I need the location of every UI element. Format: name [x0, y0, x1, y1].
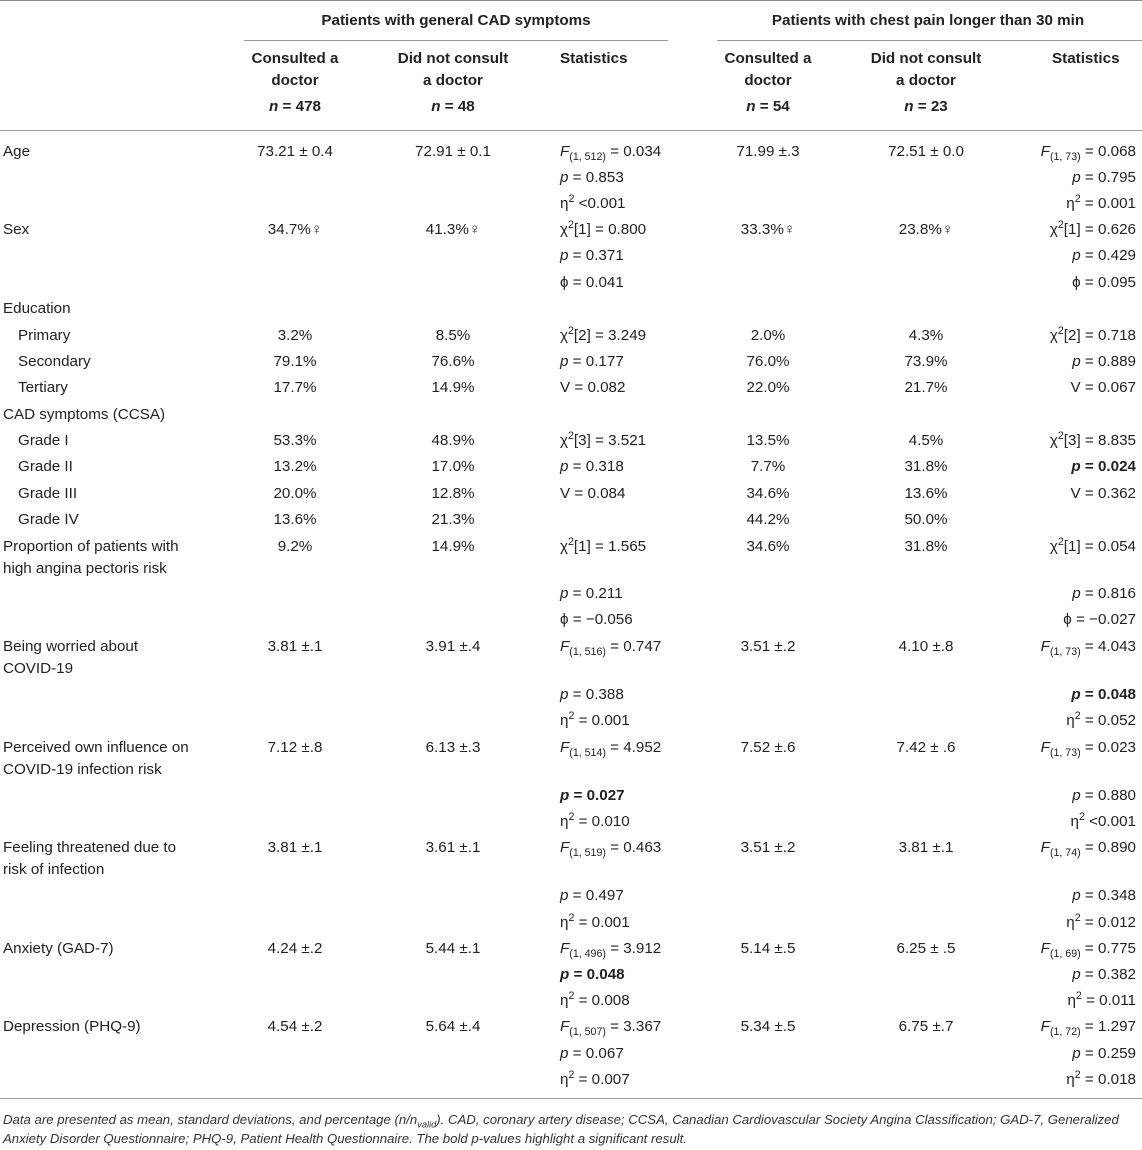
- stat-ccsa-c-p: p = 0.024: [1071, 458, 1136, 475]
- stat-anx-c-f: $F_{(1, 69)} = 0.775$: [1040, 940, 1136, 961]
- cell-influence-g-not: 6.13 ±.3: [425, 739, 481, 756]
- cell-age-g-cons: 73.21 ± 0.4: [257, 143, 333, 160]
- cell-threat-g-not: 3.61 ±.1: [425, 839, 481, 856]
- cell-threat-c-not: 3.81 ±.1: [898, 839, 954, 856]
- cell-influence-g-cons: 7.12 ±.8: [267, 739, 323, 756]
- cell-age-g-not: 72.91 ± 0.1: [415, 143, 491, 160]
- stat-age-g-eta: $\eta^2 <0.001$: [560, 192, 626, 212]
- cell-tertiary-c-not: 21.7%: [904, 379, 948, 396]
- stat-sex-c-phi: ϕ = 0.095: [1072, 274, 1136, 291]
- cell-worried-g-not: 3.91 ±.4: [425, 638, 481, 655]
- stat-ang-g-chi: $\chi^2[1] = 1.565$: [560, 535, 647, 555]
- cell-grade1-g-cons: 53.3%: [273, 432, 317, 449]
- stat-age-g-p: p = 0.853: [560, 169, 624, 186]
- cell-sex-c-cons: 33.3%♀: [740, 221, 796, 238]
- stat-sex-c-p: p = 0.429: [1072, 247, 1136, 264]
- cell-angina-g-not: 14.9%: [431, 538, 475, 555]
- stat-ang-c-chi: $\chi^2[1] = 0.054$: [1049, 535, 1136, 555]
- table-footnote: Data are presented as mean, standard deviations, and percentage $(n/n_{valid})$. CAD, coronary artery disease; CCSA, Canadian Cardiovascular Society Angina Classification; GAD-7, Generalized Anxiety Disorder Questionnaire; PHQ-9, Patient Health Questionnaire. The bold p-values highlight a significant result.: [3, 1112, 1119, 1146]
- cell-grade4-c-not: 50.0%: [904, 511, 948, 528]
- stat-sex-g-chi: $\chi^2[1] = 0.800$: [560, 218, 647, 238]
- cell-grade3-g-cons: 20.0%: [273, 485, 317, 502]
- top-rule: [0, 0, 1142, 1]
- group-rule-chest: [717, 40, 1142, 41]
- stat-anx-g-f: $F_{(1, 496)} = 3.912$: [560, 940, 662, 961]
- stat-ang-g-p: p = 0.211: [560, 585, 623, 602]
- cell-worried-c-cons: 3.51 ±.2: [740, 638, 796, 655]
- cell-secondary-c-cons: 76.0%: [746, 353, 790, 370]
- cell-tertiary-g-cons: 17.7%: [273, 379, 317, 396]
- col-header-g-stats: Statistics: [560, 50, 628, 67]
- row-label-secondary: Secondary: [18, 353, 91, 370]
- header-rule: [0, 130, 1142, 131]
- row-label-grade3: Grade III: [18, 485, 78, 502]
- stat-ccsa-g-v: V = 0.084: [560, 485, 626, 502]
- cell-secondary-g-not: 76.6%: [431, 353, 475, 370]
- stat-wor-g-f: $F_{(1, 516)} = 0.747$: [560, 638, 662, 659]
- row-label-grade1: Grade I: [18, 432, 69, 449]
- stat-edu-c-p: p = 0.889: [1072, 353, 1136, 370]
- row-label-primary: Primary: [18, 327, 71, 344]
- row-label-angina: Proportion of patients with high angina pectoris risk: [3, 538, 179, 577]
- cell-influence-c-not: 7.42 ± .6: [896, 739, 956, 756]
- stat-wor-c-f: $F_{(1, 73)} = 4.043$: [1040, 638, 1136, 659]
- cell-grade4-g-not: 21.3%: [431, 511, 475, 528]
- stat-wor-g-eta: $\eta^2 = 0.001$: [560, 709, 630, 729]
- stat-age-c-f: $F_{(1, 73)} = 0.068$: [1040, 143, 1136, 164]
- stat-thr-g-f: $F_{(1, 519)} = 0.463$: [560, 839, 662, 860]
- stat-anx-g-eta: $\eta^2 = 0.008$: [560, 989, 630, 1009]
- cell-sex-g-not: 41.3%♀: [425, 221, 481, 238]
- row-label-ccsa: CAD symptoms (CCSA): [3, 406, 166, 423]
- stat-edu-c-v: V = 0.067: [1070, 379, 1136, 396]
- stat-sex-g-p: p = 0.371: [560, 247, 624, 264]
- stat-wor-g-p: p = 0.388: [560, 686, 624, 703]
- group-header-chest: Patients with chest pain longer than 30 min: [771, 12, 1085, 29]
- row-label-threat: Feeling threatened due to risk of infection: [3, 839, 177, 878]
- cell-age-c-not: 72.51 ± 0.0: [888, 143, 964, 160]
- cell-threat-c-cons: 3.51 ±.2: [740, 839, 796, 856]
- cell-grade4-c-cons: 44.2%: [746, 511, 790, 528]
- cell-grade2-g-cons: 13.2%: [273, 458, 317, 475]
- stat-thr-c-p: p = 0.348: [1072, 887, 1136, 904]
- stat-dep-c-f: $F_{(1, 72)} = 1.297$: [1040, 1018, 1136, 1039]
- group-header-general: Patients with general CAD symptoms: [321, 12, 591, 29]
- stat-wor-c-eta: $\eta^2 = 0.052$: [1066, 709, 1136, 729]
- stat-dep-g-f: $F_{(1, 507)} = 3.367$: [560, 1018, 662, 1039]
- stat-anx-c-p: p = 0.382: [1072, 966, 1136, 983]
- cell-depression-c-cons: 5.34 ±.5: [740, 1018, 796, 1035]
- cell-threat-g-cons: 3.81 ±.1: [267, 839, 323, 856]
- stat-ccsa-g-p: p = 0.318: [560, 458, 624, 475]
- stat-wor-c-p: p = 0.048: [1071, 686, 1136, 703]
- stat-inf-g-p: p = 0.027: [560, 787, 625, 804]
- cell-secondary-c-not: 73.9%: [904, 353, 948, 370]
- cell-depression-g-not: 5.64 ±.4: [425, 1018, 481, 1035]
- row-label-depression: Depression (PHQ-9): [3, 1018, 141, 1035]
- col-header-g-not: Did not consult a doctor n = 48: [397, 50, 509, 115]
- stat-inf-c-f: $F_{(1, 73)} = 0.023$: [1040, 739, 1136, 760]
- cell-primary-c-not: 4.3%: [908, 327, 944, 344]
- cell-depression-g-cons: 4.54 ±.2: [267, 1018, 323, 1035]
- stat-edu-c-chi: $\chi^2[2] = 0.718$: [1049, 324, 1136, 344]
- col-header-c-not: Did not consult a doctor n = 23: [870, 50, 982, 115]
- cell-primary-c-cons: 2.0%: [750, 327, 786, 344]
- cell-grade1-c-cons: 13.5%: [746, 432, 790, 449]
- cell-age-c-cons: 71.99 ±.3: [736, 143, 800, 160]
- row-label-tertiary: Tertiary: [18, 379, 68, 396]
- cell-tertiary-c-cons: 22.0%: [746, 379, 790, 396]
- cell-grade2-c-cons: 7.7%: [750, 458, 786, 475]
- col-header-g-consulted: Consulted a doctor n = 478: [251, 50, 339, 115]
- stat-dep-c-eta: $\eta^2 = 0.018$: [1066, 1068, 1136, 1088]
- stat-sex-g-phi: ϕ = 0.041: [560, 274, 624, 291]
- cell-sex-c-not: 23.8%♀: [898, 221, 954, 238]
- cell-grade3-c-cons: 34.6%: [746, 485, 790, 502]
- stat-anx-c-eta: $\eta^2 = 0.011$: [1067, 989, 1136, 1009]
- cell-secondary-g-cons: 79.1%: [273, 353, 317, 370]
- stat-edu-g-p: p = 0.177: [560, 353, 624, 370]
- cell-worried-g-cons: 3.81 ±.1: [267, 638, 323, 655]
- stat-ang-c-phi: ϕ = −0.027: [1063, 611, 1136, 628]
- row-label-grade4: Grade IV: [18, 511, 79, 528]
- stat-ccsa-c-chi: $\chi^2[3] = 8.835$: [1049, 429, 1136, 449]
- stat-age-c-eta: $\eta^2 = 0.001$: [1066, 192, 1136, 212]
- cell-angina-c-cons: 34.6%: [746, 538, 790, 555]
- row-label-age: Age: [3, 143, 31, 160]
- cell-grade3-c-not: 13.6%: [904, 485, 948, 502]
- cell-depression-c-not: 6.75 ±.7: [898, 1018, 954, 1035]
- stat-ang-g-phi: ϕ = −0.056: [560, 611, 633, 628]
- group-rule-general: [244, 40, 668, 41]
- row-label-worried: Being worried about COVID-19: [3, 638, 139, 677]
- row-label-education: Education: [3, 300, 71, 317]
- stat-ang-c-p: p = 0.816: [1072, 585, 1136, 602]
- cell-grade1-c-not: 4.5%: [908, 432, 944, 449]
- stat-thr-c-eta: $\eta^2 = 0.012$: [1066, 911, 1136, 931]
- cell-grade2-c-not: 31.8%: [904, 458, 948, 475]
- cell-anxiety-c-cons: 5.14 ±.5: [740, 940, 796, 957]
- stat-inf-c-p: p = 0.880: [1072, 787, 1136, 804]
- stat-thr-g-p: p = 0.497: [560, 887, 624, 904]
- stat-inf-g-eta: $\eta^2 = 0.010$: [560, 810, 630, 830]
- row-label-influence: Perceived own influence on COVID-19 infection risk: [3, 739, 189, 778]
- stat-dep-c-p: p = 0.259: [1072, 1045, 1136, 1062]
- cell-worried-c-not: 4.10 ±.8: [898, 638, 954, 655]
- cell-anxiety-g-cons: 4.24 ±.2: [267, 940, 323, 957]
- cell-primary-g-cons: 3.2%: [277, 327, 313, 344]
- row-label-sex: Sex: [3, 221, 30, 238]
- row-label-anxiety: Anxiety (GAD-7): [3, 940, 114, 957]
- cell-anxiety-c-not: 6.25 ± .5: [896, 940, 956, 957]
- stat-ccsa-c-v: V = 0.362: [1070, 485, 1136, 502]
- stat-inf-g-f: $F_{(1, 514)} = 4.952$: [560, 739, 662, 760]
- stat-inf-c-eta: $\eta^2 <0.001$: [1070, 810, 1136, 830]
- stat-thr-c-f: $F_{(1, 74)} = 0.890$: [1040, 839, 1136, 860]
- stat-edu-g-v: V = 0.082: [560, 379, 626, 396]
- cell-sex-g-cons: 34.7%♀: [267, 221, 323, 238]
- stat-edu-g-chi: $\chi^2[2] = 3.249$: [560, 324, 647, 344]
- row-label-grade2: Grade II: [18, 458, 73, 475]
- stat-age-g-f: $F_{(1, 512)} = 0.034$: [560, 143, 662, 164]
- stat-dep-g-p: p = 0.067: [560, 1045, 624, 1062]
- col-header-c-consulted: Consulted a doctor n = 54: [724, 50, 812, 115]
- stat-sex-c-chi: $\chi^2[1] = 0.626$: [1049, 218, 1136, 238]
- stat-dep-g-eta: $\eta^2 = 0.007$: [560, 1068, 630, 1088]
- cell-influence-c-cons: 7.52 ±.6: [740, 739, 796, 756]
- cell-angina-c-not: 31.8%: [904, 538, 948, 555]
- col-header-c-stats: Statistics: [1052, 50, 1120, 67]
- cell-angina-g-cons: 9.2%: [277, 538, 313, 555]
- stat-age-c-p: p = 0.795: [1072, 169, 1136, 186]
- cell-primary-g-not: 8.5%: [435, 327, 471, 344]
- cell-grade3-g-not: 12.8%: [431, 485, 475, 502]
- stat-anx-g-p: p = 0.048: [560, 966, 625, 983]
- stat-thr-g-eta: $\eta^2 = 0.001$: [560, 911, 630, 931]
- cell-grade2-g-not: 17.0%: [431, 458, 475, 475]
- cell-anxiety-g-not: 5.44 ±.1: [425, 940, 481, 957]
- cell-grade1-g-not: 48.9%: [431, 432, 475, 449]
- cell-grade4-g-cons: 13.6%: [273, 511, 317, 528]
- stat-ccsa-g-chi: $\chi^2[3] = 3.521$: [560, 429, 647, 449]
- bottom-rule: [0, 1098, 1142, 1099]
- cell-tertiary-g-not: 14.9%: [431, 379, 475, 396]
